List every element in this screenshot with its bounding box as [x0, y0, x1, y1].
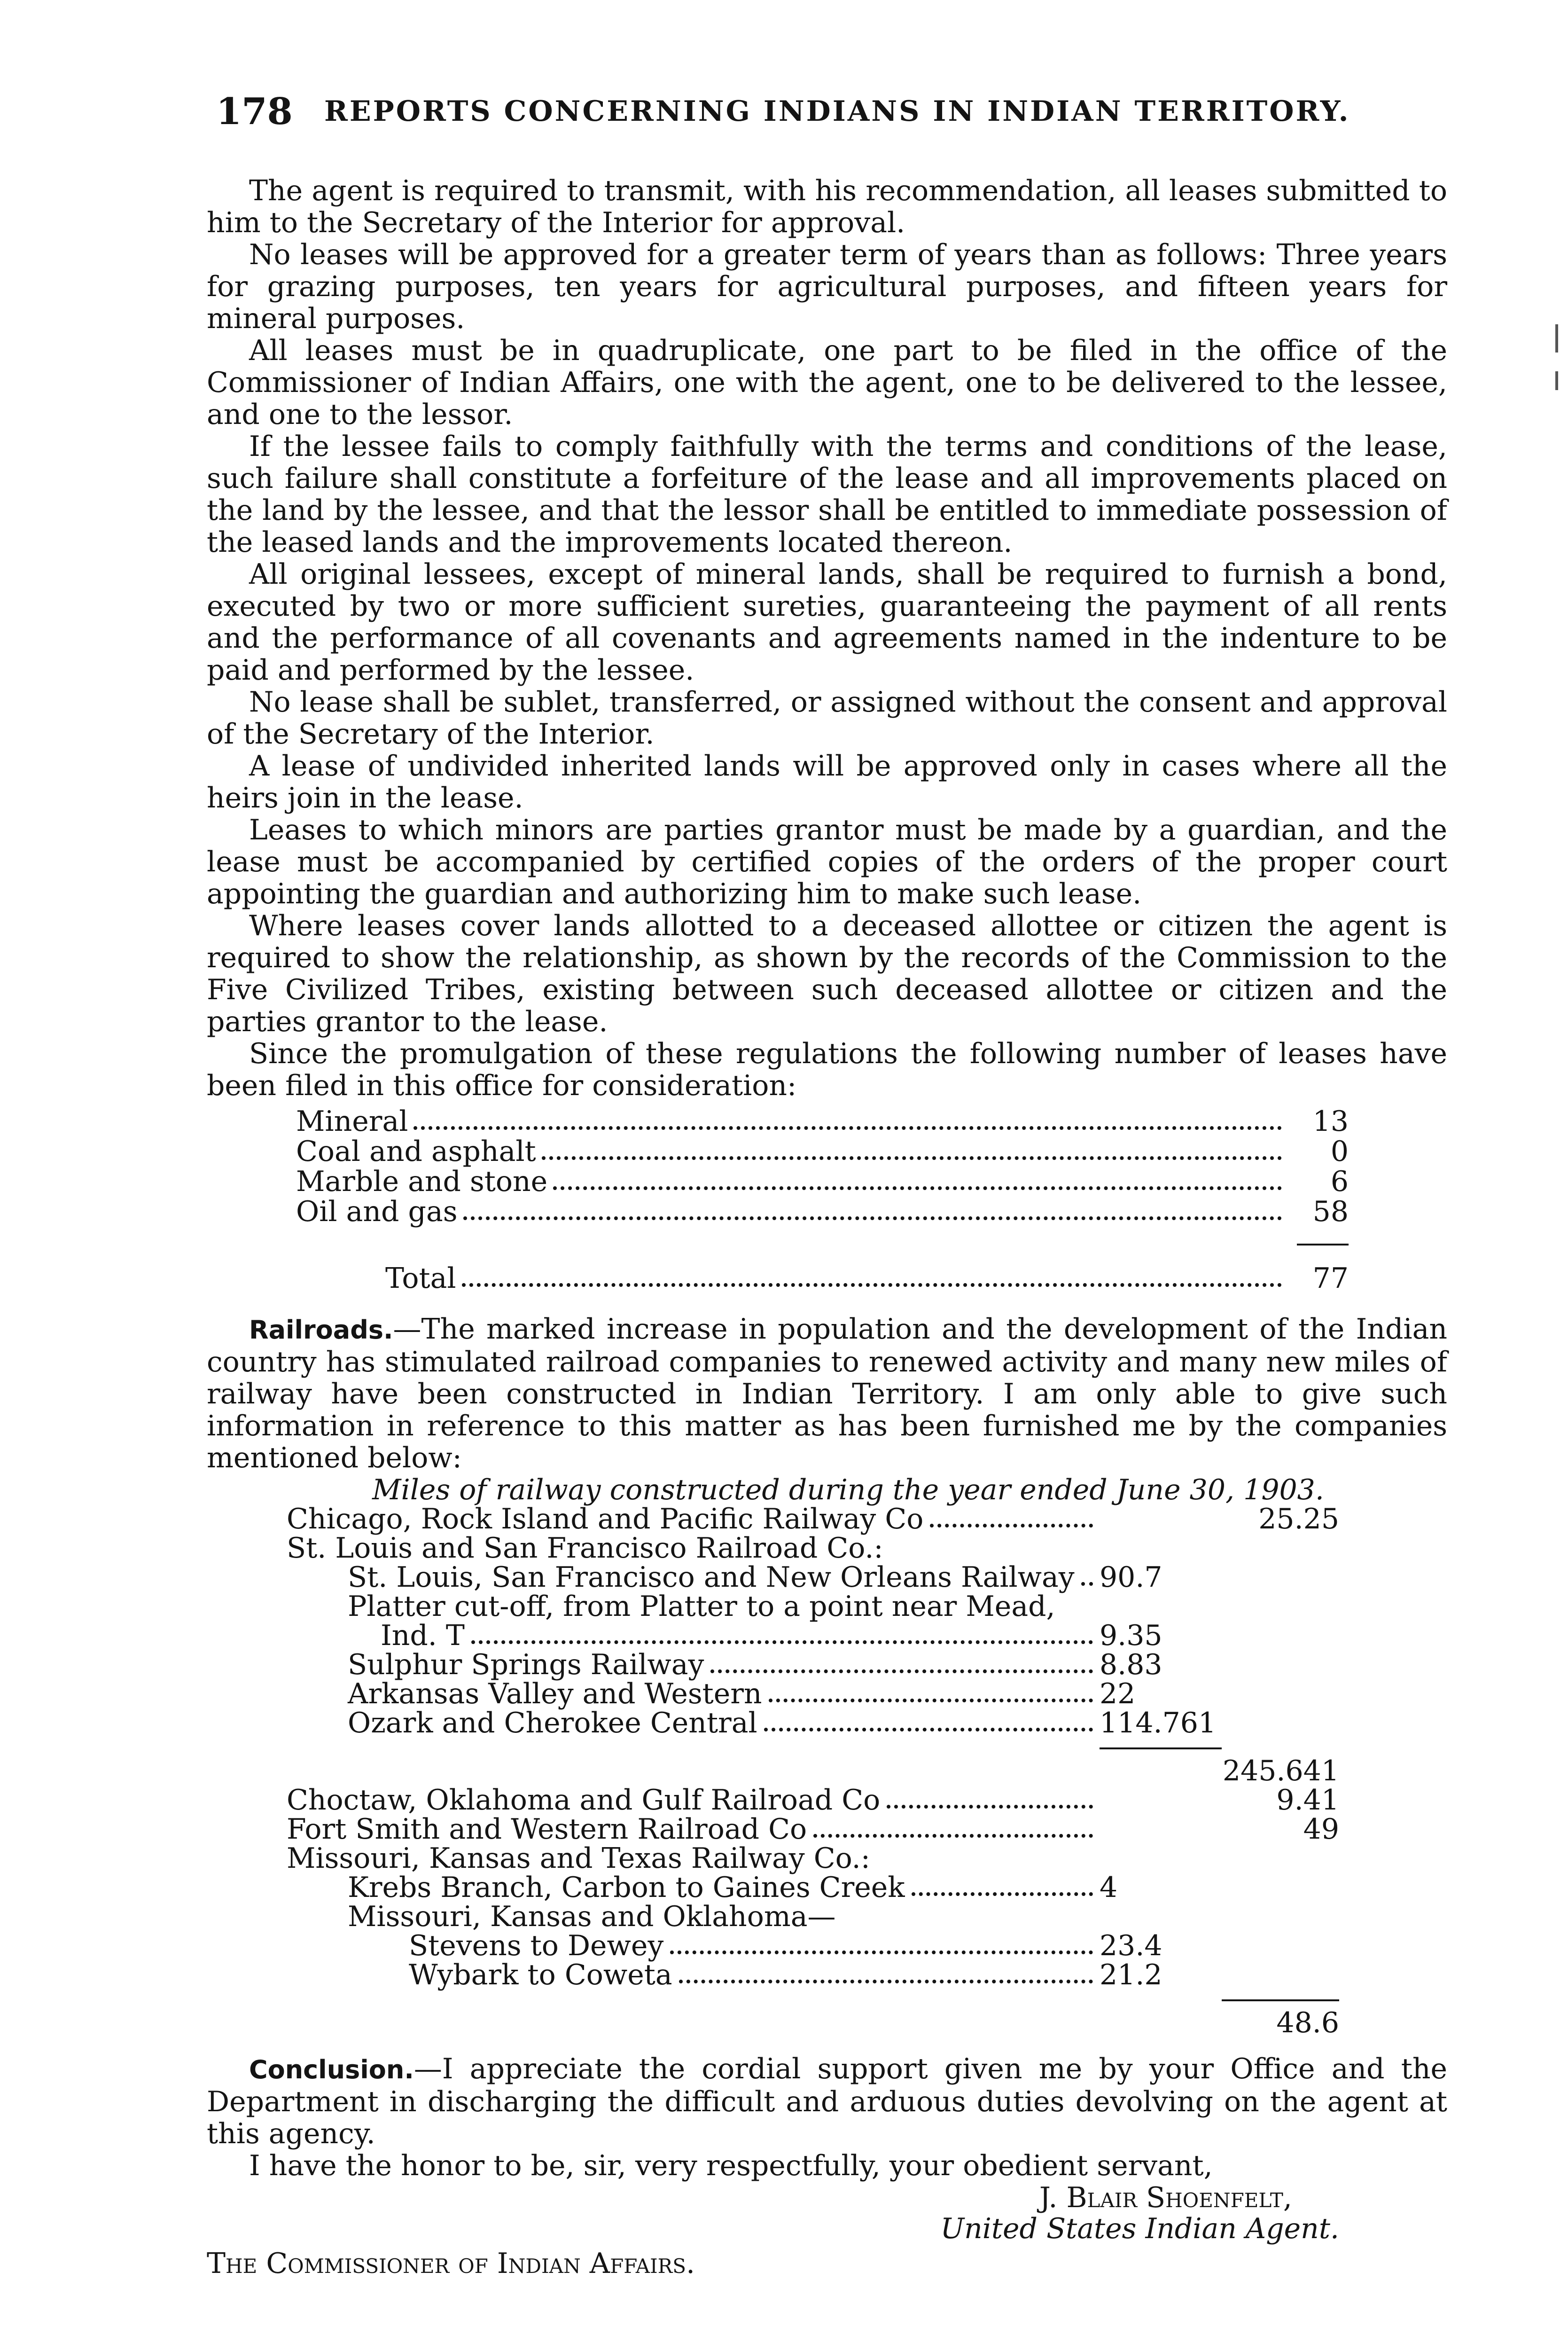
paragraph: No lease shall be sublet, transferred, or assigned without the consent and approval of the Secretary of the Interior.	[207, 686, 1447, 751]
total-miles: 245.641	[1222, 1755, 1339, 1787]
railroads-paragraph	[207, 1313, 1447, 1474]
railway-name: St. Louis and San Francisco Railroad Co.:	[287, 1532, 883, 1565]
leader-dots	[679, 1980, 1093, 1983]
addressee: The Commissioner of Indian Affairs.	[207, 2247, 695, 2280]
railway-table	[287, 1503, 1339, 2039]
table-row	[287, 1842, 1339, 1875]
total-rule	[296, 1228, 1349, 1258]
table-row	[287, 1813, 1339, 1846]
paragraph: The agent is required to transmit, with his recommendation, all leases submitted to him to the Secretary of the Interior for approval.	[207, 174, 1447, 239]
subtotal-miles: 8.83	[1100, 1648, 1162, 1681]
leader-dots	[912, 1892, 1093, 1896]
railway-name: Platter cut-off, from Platter to a point near Mead,	[348, 1590, 1055, 1623]
subtotal-miles: 23.4	[1100, 1929, 1162, 1962]
railway-name: Wybark to Coweta	[409, 1958, 672, 1991]
total-miles: 48.6	[1276, 2006, 1339, 2039]
subtotal-row	[287, 2006, 1339, 2039]
total-value: 77	[1312, 1262, 1349, 1295]
table-row	[287, 1784, 1339, 1817]
railway-name: Choctaw, Oklahoma and Gulf Railroad Co	[287, 1784, 881, 1817]
subtotal-miles: 21.2	[1100, 1958, 1162, 1991]
paragraph: Where leases cover lands allotted to a deceased allottee or citizen the agent is required to show the relationship, as shown by the records of the Commission to the Five Civilized Tribes, existing between such deceased allottee or citizen and the parties grantor to the lease.	[207, 909, 1447, 1038]
railway-name: Stevens to Dewey	[409, 1929, 664, 1962]
table-row	[287, 1929, 1339, 1962]
subtotal-miles: 22	[1100, 1677, 1136, 1710]
table-row	[287, 1590, 1339, 1623]
leases-table	[296, 1107, 1349, 1294]
leader-dots	[1081, 1582, 1093, 1586]
signature-title: United States Indian Agent.	[940, 2212, 1339, 2245]
table-row	[296, 1107, 1349, 1137]
lease-count: 6	[1330, 1165, 1349, 1198]
table-caption: Miles of railway constructed during the year ended June 30, 1903.	[372, 1473, 1324, 1506]
railway-name: Arkansas Valley and Western	[348, 1677, 762, 1710]
paragraph: All leases must be in quadruplicate, one part to be filed in the office of the Commissioner of Indian Affairs, one with the agent, one to be delivered to the lessee, and one to the lessor.	[207, 334, 1447, 431]
leader-dots	[670, 1950, 1093, 1954]
leader-dots	[462, 1283, 1282, 1287]
conclusion-text: —I appreciate the cordial support given me by your Office and the Department in discharging the difficult and arduous duties devolving on the agent at this agency.	[207, 2052, 1447, 2150]
leader-dots	[769, 1699, 1093, 1702]
paragraph: A lease of undivided inherited lands will be approved only in cases where all the heirs join in the lease.	[207, 750, 1447, 815]
railway-name: Krebs Branch, Carbon to Gaines Creek	[348, 1871, 905, 1904]
paragraph: No leases will be approved for a greater term of years than as follows: Three years for grazing purposes, ten years for agricultural purposes, and fifteen years for mineral purposes.	[207, 238, 1447, 335]
conclusion-heading: Conclusion.	[249, 2055, 414, 2084]
margin-mark	[1555, 371, 1558, 390]
total-label: Total	[385, 1262, 456, 1295]
total-miles: 9.41	[1276, 1784, 1339, 1817]
paragraph: All original lessees, except of mineral lands, shall be required to furnish a bond, executed by two or more sufficient sureties, guaranteeing the payment of all rents and the performance of all covenants and agreements named in the indenture to be paid and performed by the lessee.	[207, 558, 1447, 687]
table-row	[287, 1900, 1339, 1933]
page-number: 178	[216, 90, 293, 133]
railway-name: Ind. T	[381, 1619, 465, 1652]
subtotal-miles: 114.761	[1100, 1707, 1217, 1739]
total-miles: 49	[1303, 1813, 1339, 1846]
page-header	[216, 90, 1438, 142]
leader-dots	[710, 1669, 1093, 1673]
railway-name: Ozark and Cherokee Central	[348, 1707, 757, 1739]
railway-name: Chicago, Rock Island and Pacific Railway Co	[287, 1503, 924, 1535]
margin-mark	[1555, 324, 1558, 352]
leader-dots	[813, 1834, 1093, 1838]
railway-name: Fort Smith and Western Railroad Co	[287, 1813, 807, 1846]
paragraph: Leases to which minors are parties grantor must be made by a guardian, and the lease must be accompanied by certified copies of the orders of the proper court appointing the guardian and authorizing him to make such lease.	[207, 814, 1447, 910]
table-row	[287, 1503, 1339, 1535]
leader-dots	[413, 1126, 1282, 1130]
conclusion-paragraph	[207, 2053, 1447, 2150]
subtotal-miles: 90.7	[1100, 1561, 1162, 1594]
lease-type-label: Marble and stone	[296, 1165, 548, 1198]
lease-type-label: Oil and gas	[296, 1195, 458, 1228]
signature-name: J. Blair Shoenfelt,	[1039, 2181, 1292, 2214]
leader-dots	[887, 1805, 1093, 1809]
railway-name: Missouri, Kansas and Oklahoma—	[348, 1900, 836, 1933]
total-miles: 25.25	[1258, 1503, 1339, 1535]
table-row	[296, 1167, 1349, 1198]
lease-type-label: Coal and asphalt	[296, 1135, 536, 1168]
railroads-heading: Railroads.	[249, 1315, 393, 1345]
table-row	[296, 1195, 1349, 1228]
lease-count: 0	[1330, 1135, 1349, 1168]
leader-dots	[764, 1728, 1093, 1731]
subtotal-rule	[287, 1991, 1339, 2010]
railroads-text: —The marked increase in population and the development of the Indian country has stimulated railroad companies to renewed activity and many new miles of railway have been constructed in Indian Territory. I am only able to give such information in reference to this matter as has been furnished me by the companies mentioned below:	[207, 1313, 1447, 1474]
subtotal-miles: 9.35	[1100, 1619, 1162, 1652]
railway-name: St. Louis, San Francisco and New Orleans Railway	[348, 1561, 1075, 1594]
signature-block	[207, 2182, 1447, 2248]
railway-name: Missouri, Kansas and Texas Railway Co.:	[287, 1842, 870, 1875]
lease-type-label: Mineral	[296, 1105, 408, 1138]
body-text	[207, 175, 1447, 2280]
table-row	[287, 1561, 1339, 1594]
leader-dots	[542, 1156, 1282, 1160]
table-row	[287, 1677, 1339, 1710]
paragraph: Since the promulgation of these regulations the following number of leases have been filed in this office for consideration:	[207, 1037, 1447, 1102]
leader-dots	[553, 1186, 1282, 1190]
table-row	[287, 1648, 1339, 1681]
table-row	[287, 1532, 1339, 1565]
total-row	[296, 1264, 1349, 1294]
railway-name: Sulphur Springs Railway	[348, 1648, 704, 1681]
leader-dots	[930, 1524, 1093, 1528]
lease-count: 13	[1312, 1105, 1349, 1138]
closing-line: I have the honor to be, sir, very respectfully, your obedient servant,	[249, 2149, 1213, 2182]
subtotal-row	[287, 1755, 1339, 1787]
table-row	[296, 1137, 1349, 1167]
lease-count: 58	[1312, 1195, 1349, 1228]
table-row	[287, 1871, 1339, 1904]
running-title: REPORTS CONCERNING INDIANS IN INDIAN TERRITORY.	[324, 95, 1350, 128]
leader-dots	[463, 1216, 1282, 1220]
table-row	[287, 1619, 1339, 1652]
table-row	[287, 1707, 1339, 1739]
paragraph: If the lessee fails to comply faithfully with the terms and conditions of the lease, such failure shall constitute a forfeiture of the lease and all improvements placed on the land by the lessee, and that the lessor shall be entitled to immediate possession of the leased lands and the improvements located thereon.	[207, 430, 1447, 559]
subtotal-miles: 4	[1100, 1871, 1118, 1904]
subtotal-rule	[287, 1739, 1339, 1758]
leader-dots	[471, 1640, 1093, 1644]
table-row	[287, 1958, 1339, 1991]
